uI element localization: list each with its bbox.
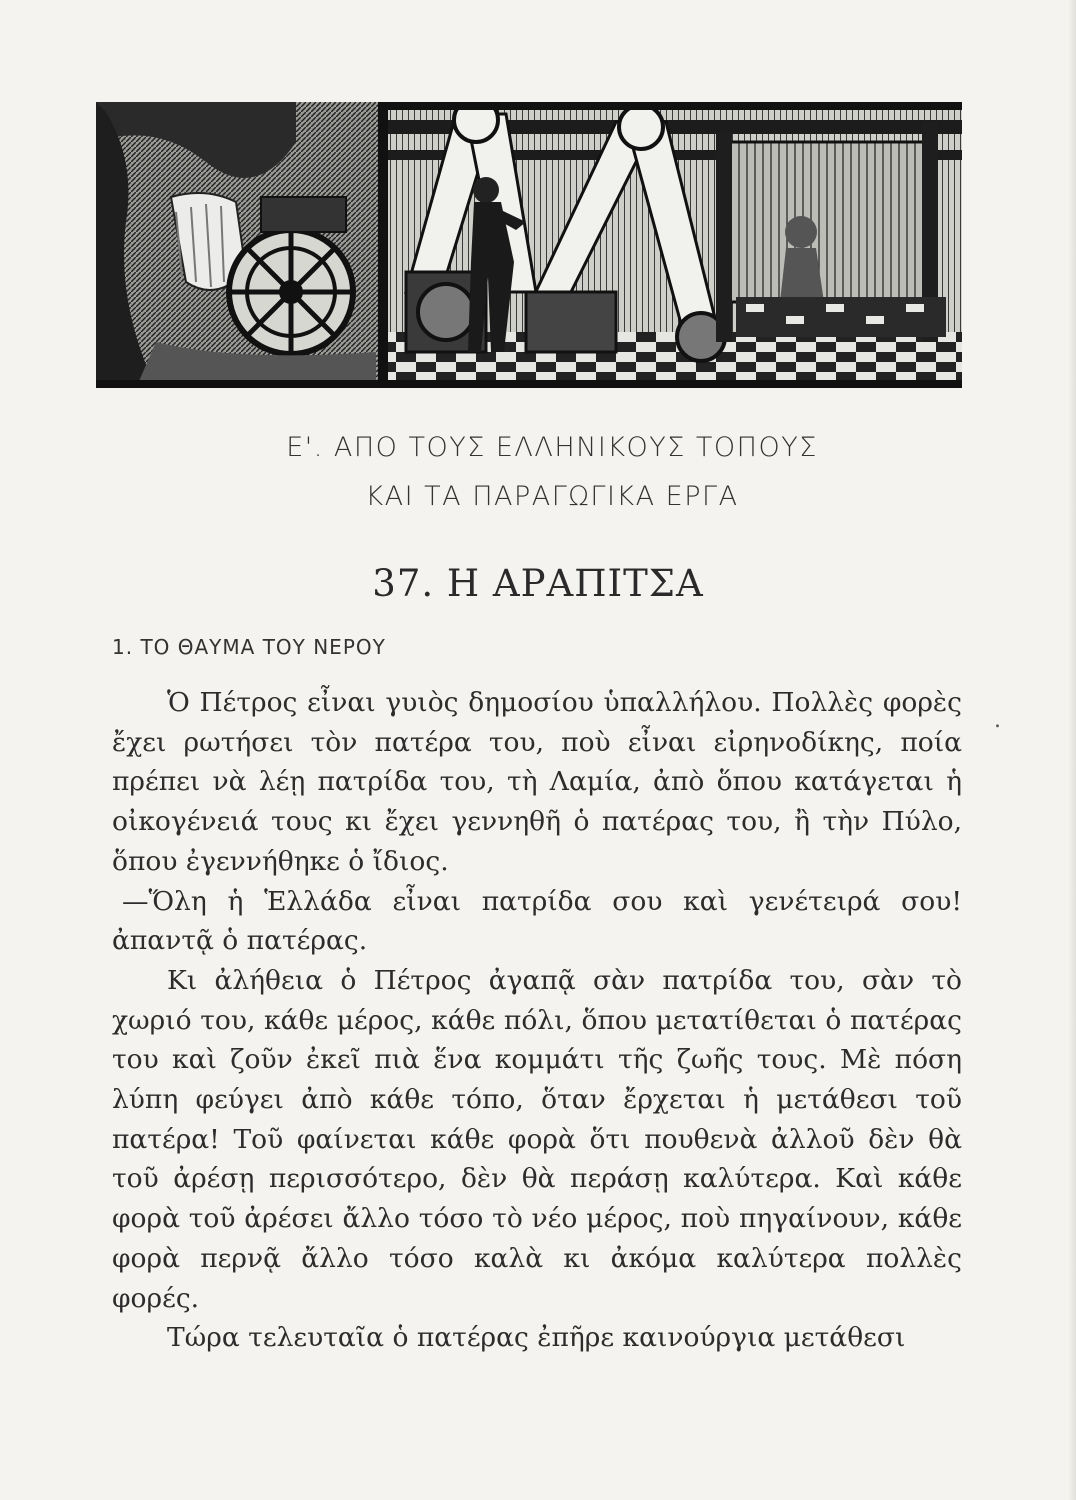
- mill-engraving-icon: [96, 102, 962, 388]
- paragraph-3: Κι ἀλήθεια ὁ Πέτρος ἀγαπᾷ σὰν πατρίδα του, σὰν τὸ χωριό του, κάθε μέρος, κάθε πόλι, ὅπου μετατίθεται ὁ πατέρας του καὶ ζοῦν ἐκεῖ πιὰ ἕνα κομμάτι τῆς ζωῆς τους. Μὲ πόση λύπη φεύγει ἀπὸ κάθε τόπο, ὅταν ἔρχεται ἡ μετάθεσι τοῦ πατέρα! Τοῦ φαίνεται κάθε φορὰ ὅτι πουθενὰ ἀλλοῦ δὲν θὰ τοῦ ἀρέσῃ περισσότερο, δὲν θὰ περάσῃ καλύτερα. Καὶ κάθε φορὰ τοῦ ἀρέσει ἄλλο τόσο τὸ νέο μέρος, ποὺ πηγαίνουν, κάθε φορὰ περνᾷ ἄλλο τόσο καλὰ κι ἀκόμα καλύτερα πολλὲς φορές.: [112, 964, 962, 1314]
- section-heading-line-1: Ε'. ΑΠΟ ΤΟΥΣ ΕΛΛΗΝΙΚΟΥΣ ΤΟΠΟΥΣ: [286, 432, 818, 463]
- subsection-title: 1. ΤΟ ΘΑΥΜΑ ΤΟΥ ΝΕΡΟΥ: [112, 635, 386, 659]
- section-heading-line-2: ΚΑΙ ΤΑ ΠΑΡΑΓΩΓΙΚΑ ΕΡΓΑ: [365, 481, 739, 512]
- paragraph-2: —Ὅλη ἡ Ἑλλάδα εἶναι πατρίδα σου καὶ γενέτειρά σου! ἀπαντᾷ ὁ πατέρας.: [112, 885, 962, 957]
- woodcut-textile-mill-illustration: [96, 102, 962, 388]
- margin-dot-mark: .: [994, 708, 1001, 733]
- paragraph-1: Ὁ Πέτρος εἶναι γυιὸς δημοσίου ὑπαλλήλου. Πολλὲς φορὲς ἔχει ρωτήσει τὸν πατέρα του, ποὺ εἶναι εἰρηνοδίκης, ποία πρέπει νὰ λέῃ πατρίδα του, τὴ Λαμία, ἀπὸ ὅπου κατάγεται ἡ οἰκογένειά τους κι ἔχει γεννηθῆ ὁ πατέρας του, ἢ τὴν Πύλο, ὅπου ἐγεννήθηκε ὁ ἴδιος.: [112, 687, 962, 877]
- chapter-title: 37. Η ΑΡΑΠΙΤΣΑ: [372, 562, 704, 605]
- page-edge-shadow: [1068, 0, 1076, 1500]
- paragraph-4: Τώρα τελευταῖα ὁ πατέρας ἐπῆρε καινούργια μετάθεσι: [167, 1322, 906, 1354]
- body-text: [112, 683, 962, 1358]
